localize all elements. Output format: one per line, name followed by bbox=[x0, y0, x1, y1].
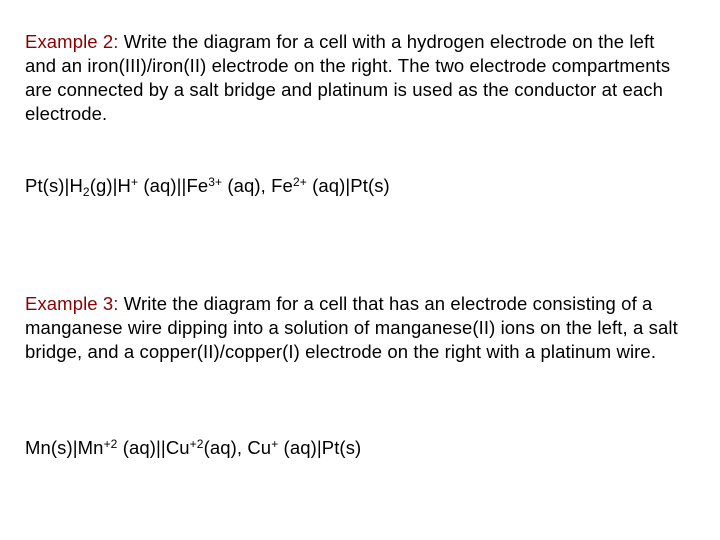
example-2-cell-diagram bbox=[25, 174, 685, 198]
formula-superscript: +2 bbox=[103, 437, 118, 451]
formula-part: (aq)|Pt(s) bbox=[278, 437, 362, 458]
formula-superscript: +2 bbox=[189, 437, 204, 451]
formula-superscript: + bbox=[130, 175, 139, 189]
formula-part: (aq), Cu bbox=[203, 437, 272, 458]
formula-subscript: 2 bbox=[82, 185, 90, 199]
example-3-paragraph bbox=[25, 292, 685, 364]
example-3-label: Example 3: bbox=[25, 293, 119, 314]
formula-superscript: 3+ bbox=[208, 175, 223, 189]
formula-part: Pt(s)|H bbox=[25, 175, 83, 196]
example-2-label: Example 2: bbox=[25, 31, 119, 52]
formula-superscript: 2+ bbox=[292, 175, 307, 189]
formula-part: (aq)||Cu bbox=[117, 437, 190, 458]
formula-part: Mn(s)|Mn bbox=[25, 437, 104, 458]
example-3-cell-diagram bbox=[25, 436, 685, 460]
formula-part: (aq)|Pt(s) bbox=[306, 175, 390, 196]
example-2-text: Write the diagram for a cell with a hydrogen electrode on the left and an iron(III)/iron(II) electrode on the right. The two electrode compartments are connected by a salt bridge and platinum is used as the conductor at each electrode. bbox=[25, 31, 671, 124]
example-2-paragraph bbox=[25, 30, 685, 126]
formula-part: (aq)||Fe bbox=[138, 175, 209, 196]
formula-part: (aq), Fe bbox=[222, 175, 293, 196]
example-3-text: Write the diagram for a cell that has an electrode consisting of a manganese wire dipping into a solution of manganese(II) ions on the left, a salt bridge, and a copper(II)/copper(I) electrode on the right with a platinum wire. bbox=[25, 293, 678, 362]
formula-part: (g)|H bbox=[89, 175, 131, 196]
formula-superscript: + bbox=[271, 437, 279, 451]
